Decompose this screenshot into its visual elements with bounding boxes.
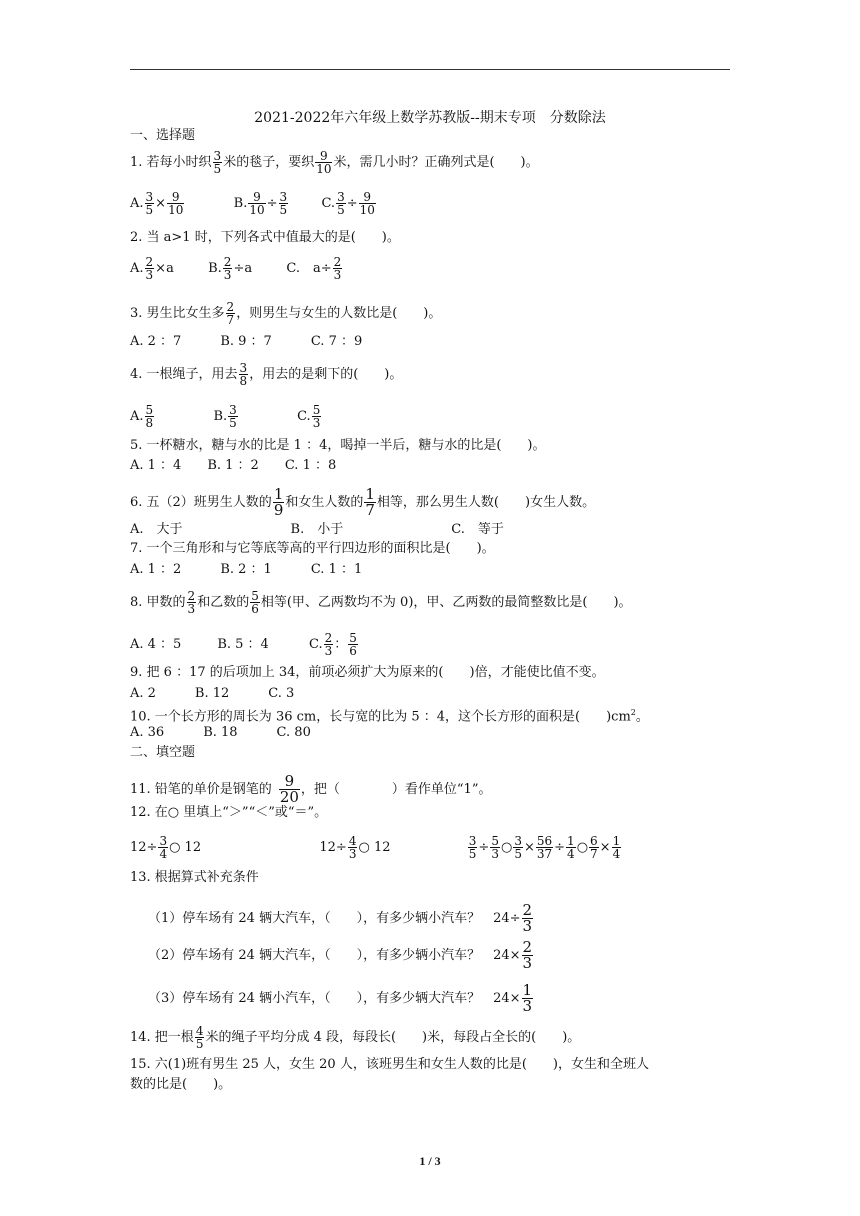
- options-10: A. 36 B. 18 C. 80: [130, 725, 311, 740]
- question-5: 5. 一杯糖水，糖与水的比是 1 ：4，喝掉一半后，糖与水的比是( )。: [130, 438, 546, 453]
- question-2: 2. 当 a>1 时，下列各式中值最大的是( )。: [130, 230, 400, 245]
- options-1: A. $\frac{3}{5}$ × $\frac{9}{10}$ B. $\frac{9}{10}$ ÷ $\frac{3}{5}$ C. $\frac{3}{5}$ ÷ $\frac{9}{10}$: [130, 190, 375, 217]
- options-8: A. 4 ：5 B. 5 ：4 C. $\frac{2}{3}$ ： $\frac{5}{6}$: [130, 631, 357, 658]
- page-number: 1 / 3: [419, 1154, 441, 1168]
- options-4: A. $\frac{5}{8}$ B. $\frac{3}{5}$ C. $\frac{5}{3}$: [130, 403, 321, 430]
- question-7: 7. 一个三角形和与它等底等高的平行四边形的面积比是( )。: [130, 541, 495, 556]
- section-choice: 一、选择题: [130, 128, 196, 143]
- question-14: 14. 把一根 $\frac{4}{5}$ 米的绳子平均分成 4 段，每段长( )米，每段占全长的( )。: [130, 1024, 581, 1051]
- question-1: 1. 若每小时织 $\frac{3}{5}$ 米的毯子，要织 $\frac{9}{10}$ 米，需几小时？正确列式是( )。: [130, 149, 539, 176]
- question-10: 10. 一个长方形的周长为 36 cm，长与宽的比为 5 ：4，这个长方形的面积是( )$cm^2$。: [130, 708, 649, 725]
- question-3: 3. 男生比女生多 $\frac{2}{7}$ ，则男生与女生的人数比是( )。: [130, 300, 442, 327]
- question-15-cont: 数的比是( )。: [130, 1077, 232, 1092]
- options-6: A. 大于 B. 小于 C. 等于: [130, 522, 504, 537]
- page-title: 2021-2022年六年级上数学苏教版--期末专项 分数除法: [254, 110, 606, 126]
- question-6: 6. 五（2）班男生人数的 $\frac{1}{9}$ 和女生人数的 $\frac{1}{7}$ 相等，那么男生人数( )女生人数。: [130, 485, 596, 519]
- options-2: A. $\frac{2}{3}$ ×a B. $\frac{2}{3}$ ÷a C. a÷ $\frac{2}{3}$: [130, 255, 342, 282]
- header-rule: [130, 69, 730, 70]
- options-5: A. 1 ：4 B. 1 ：2 C. 1 ：8: [130, 458, 337, 473]
- options-7: A. 1 ：2 B. 2 ：1 C. 1 ：1: [130, 562, 363, 577]
- options-9: A. 2 B. 12 C. 3: [130, 686, 295, 701]
- options-12: 12÷ $\frac{3}{4}$ ○ 12 12÷ $\frac{4}{3}$ ○ 12 $\frac{3}{5}$ ÷ $\frac{5}{3}$ ○ $\frac{3}{5}$ × $\frac{56}{37}$ ÷ $\frac{1}{4}$ ○ $\frac{6}{7}$ × $\frac{1}{4}$: [130, 834, 621, 861]
- question-12: 12. 在○ 里填上“＞”“＜”或“＝”。: [130, 805, 328, 820]
- question-9: 9. 把 6 ：17 的后项加上 34，前项必须扩大为原来的( )倍，才能使比值不变。: [130, 665, 605, 680]
- question-13-3: （3）停车场有 24 辆小汽车，（ ），有多少辆大汽车？ 24× $\frac{1}{3}$: [148, 981, 533, 1015]
- question-15: 15. 六(1)班有男生 25 人，女生 20 人，该班男生和女生人数的比是( )，女生和全班人: [130, 1057, 649, 1072]
- question-8: 8. 甲数的 $\frac{2}{3}$ 和乙数的 $\frac{5}{6}$ 相等(甲、乙两数均不为 0)，甲、乙两数的最简整数比是( )。: [130, 589, 632, 616]
- section-fill: 二、填空题: [130, 745, 196, 760]
- question-11: 11. 铅笔的单价是钢笔的 $\frac{9}{20}$ ，把（ ）看作单位“1”。: [130, 772, 492, 806]
- question-13-2: （2）停车场有 24 辆大汽车，（ ），有多少辆小汽车？ 24× $\frac{2}{3}$: [148, 938, 533, 972]
- question-13-1: （1）停车场有 24 辆大汽车，（ ），有多少辆小汽车？ 24÷ $\frac{2}{3}$: [148, 901, 533, 935]
- question-13: 13. 根据算式补充条件: [130, 870, 259, 885]
- options-3: A. 2 ：7 B. 9 ：7 C. 7 ：9: [130, 334, 363, 349]
- question-4: 4. 一根绳子，用去 $\frac{3}{8}$ ，用去的是剩下的( )。: [130, 361, 403, 388]
